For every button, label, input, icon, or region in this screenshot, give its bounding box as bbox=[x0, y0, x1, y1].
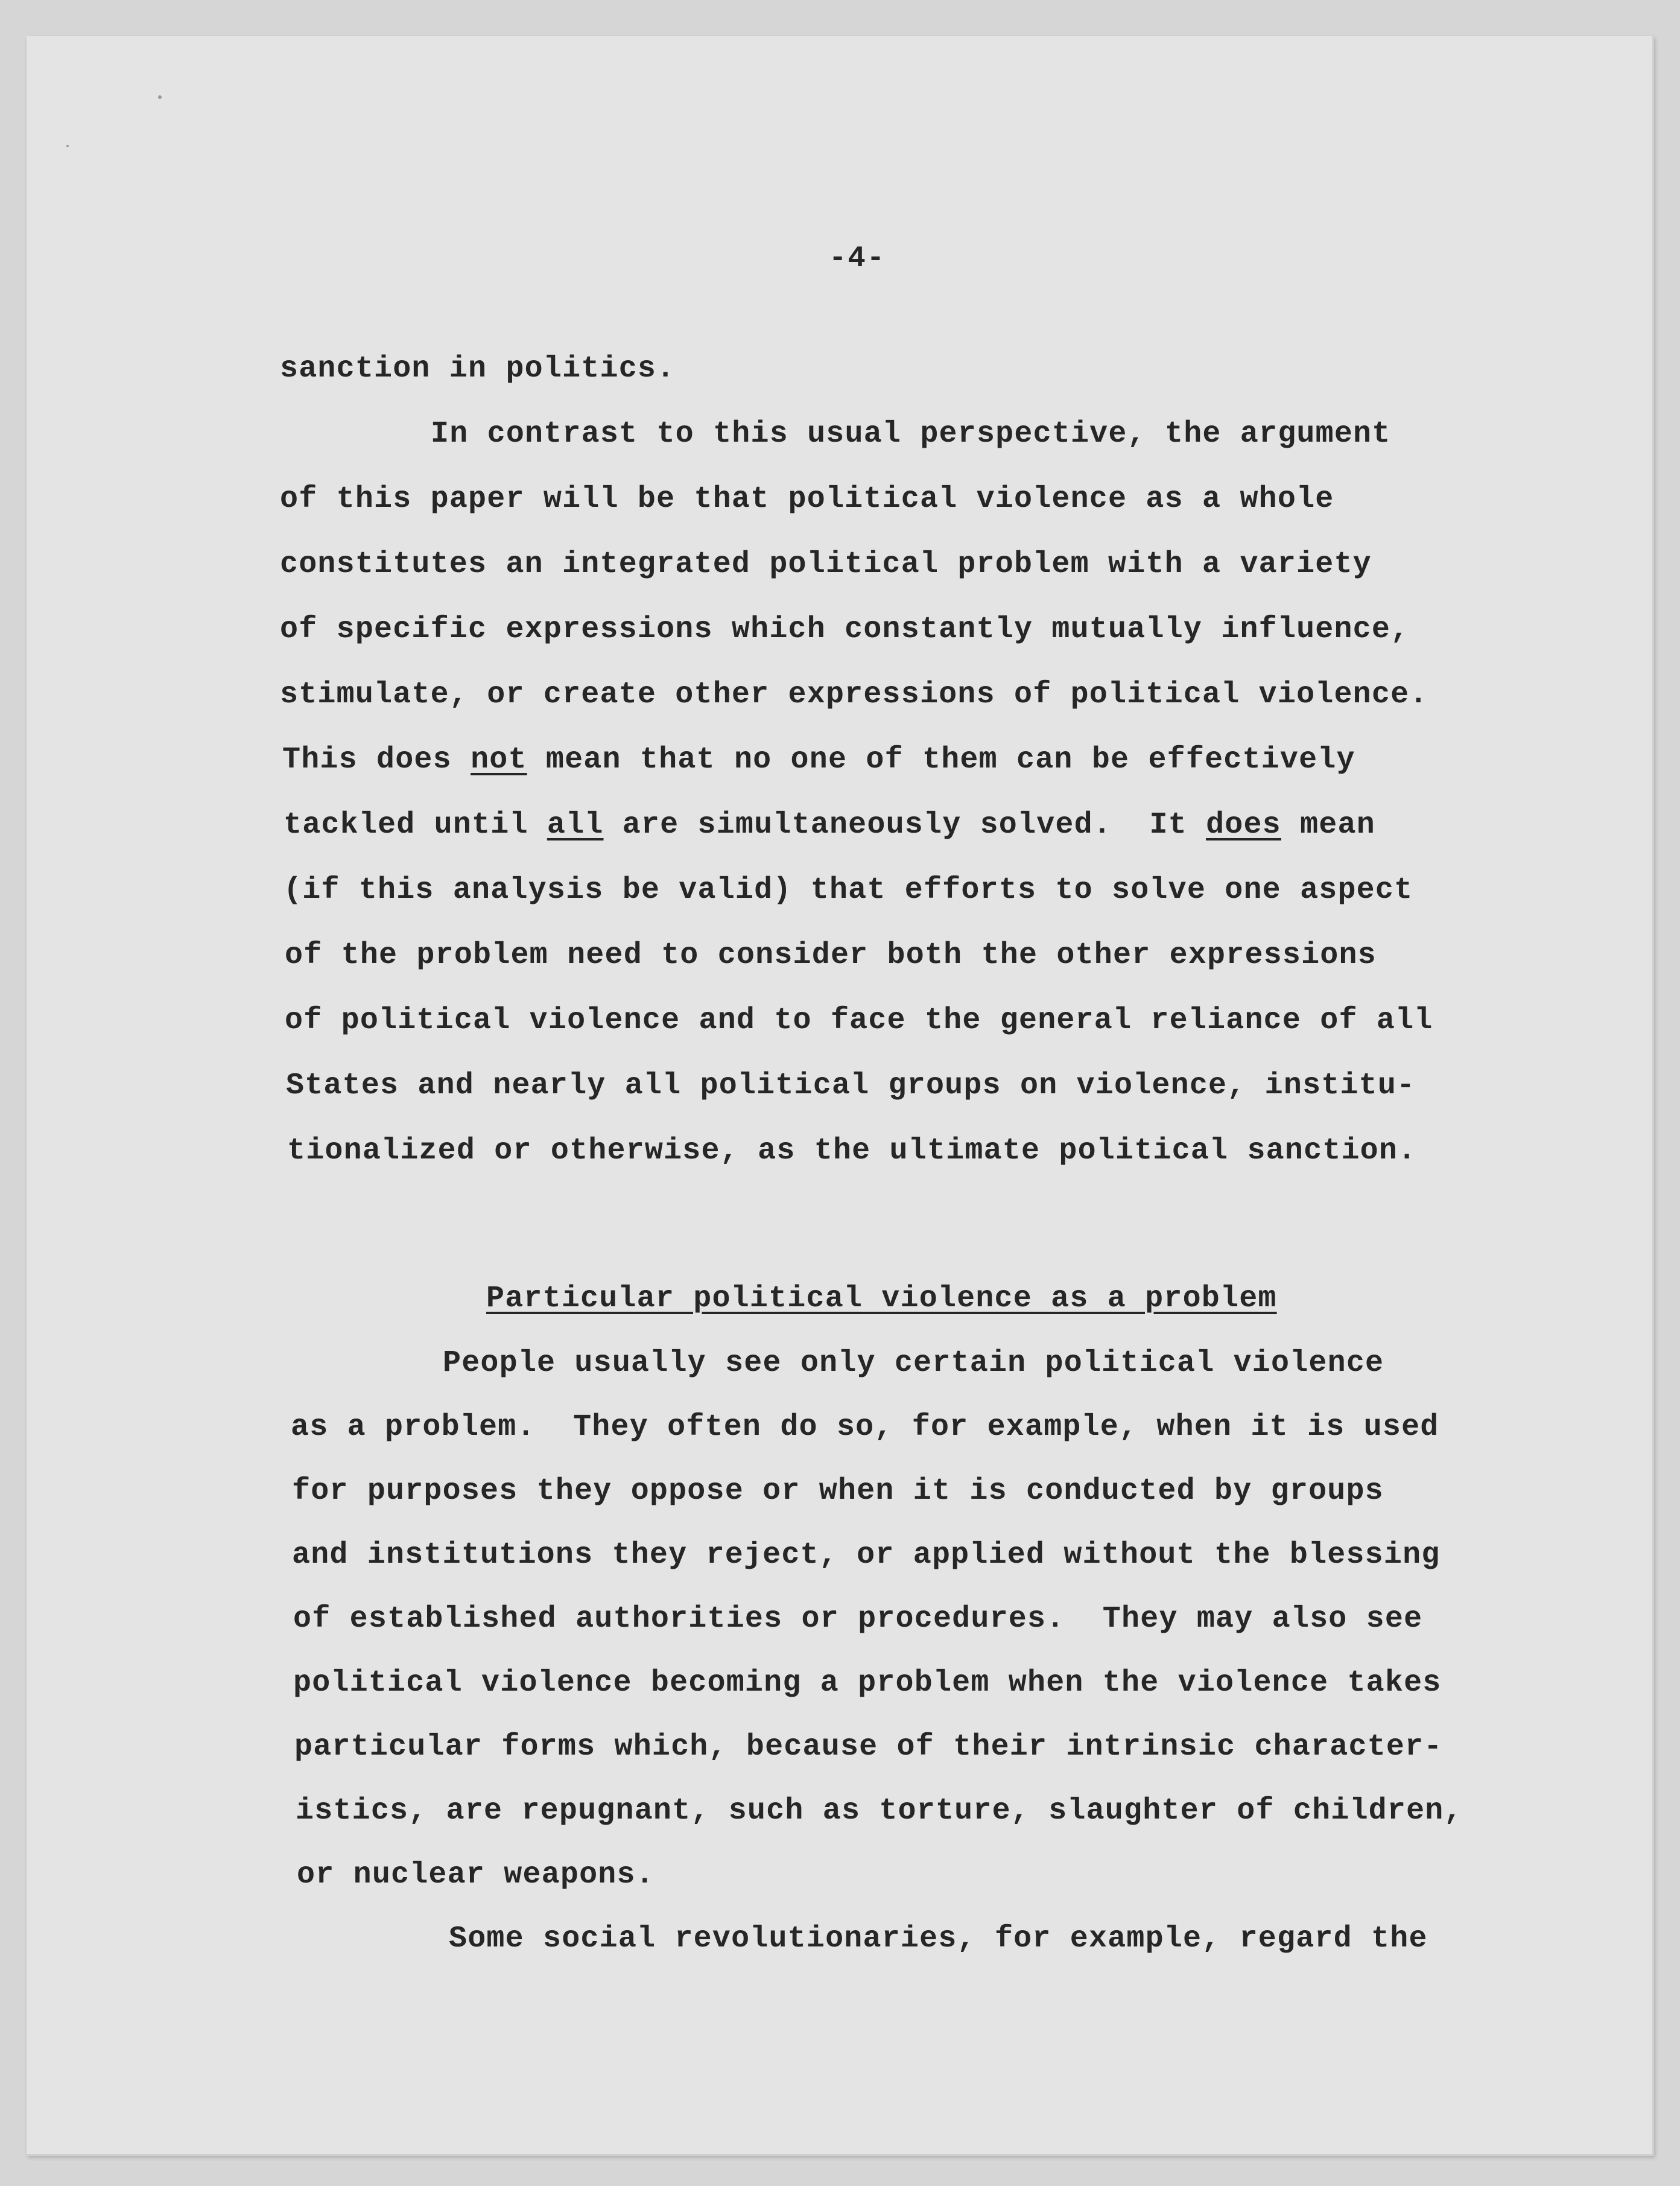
body-line: of specific expressions which constantly mutually influence, bbox=[280, 612, 1410, 647]
section-line: People usually see only certain political violence bbox=[443, 1346, 1384, 1381]
paper-speck bbox=[66, 145, 69, 147]
paper-speck bbox=[158, 95, 162, 99]
body-line: States and nearly all political groups on violence, institu- bbox=[286, 1069, 1416, 1103]
section-line: for purposes they oppose or when it is conducted by groups bbox=[292, 1474, 1384, 1508]
body-line: of the problem need to consider both the other expressions bbox=[285, 938, 1377, 973]
body-line: constitutes an integrated political problem with a variety bbox=[280, 547, 1372, 582]
body-text: mean bbox=[1281, 808, 1375, 842]
emphasis-not: not bbox=[471, 743, 527, 777]
body-line: (if this analysis be valid) that efforts to solve one aspect bbox=[284, 873, 1413, 907]
body-line: of political violence and to face the general reliance of all bbox=[285, 1003, 1433, 1038]
body-line: In contrast to this usual perspective, the argument bbox=[431, 417, 1391, 451]
section-line: Some social revolutionaries, for example, regard the bbox=[449, 1922, 1428, 1956]
emphasis-does: does bbox=[1206, 808, 1281, 842]
body-line: of this paper will be that political violence as a whole bbox=[280, 482, 1334, 516]
body-line: stimulate, or create other expressions of political violence. bbox=[280, 678, 1428, 712]
section-line: and institutions they reject, or applied without the blessing bbox=[292, 1538, 1441, 1572]
body-line bbox=[282, 742, 1355, 778]
section-line: or nuclear weapons. bbox=[297, 1858, 655, 1892]
section-line: particular forms which, because of their intrinsic character- bbox=[294, 1730, 1443, 1764]
body-line: sanction in politics. bbox=[280, 352, 676, 386]
body-line bbox=[284, 807, 1375, 844]
body-line: tionalized or otherwise, as the ultimate political sanction. bbox=[287, 1134, 1417, 1168]
body-text: mean that no one of them can be effectively bbox=[527, 743, 1355, 777]
emphasis-all: all bbox=[547, 808, 604, 842]
section-line: of established authorities or procedures. They may also see bbox=[293, 1602, 1423, 1636]
section-line: istics, are repugnant, such as torture, slaughter of children, bbox=[296, 1794, 1463, 1828]
document-page bbox=[27, 36, 1654, 2156]
section-heading: Particular political violence as a problem bbox=[486, 1282, 1277, 1316]
page-number: -4- bbox=[829, 241, 886, 275]
body-text: are simultaneously solved. It bbox=[603, 808, 1206, 842]
section-line: political violence becoming a problem when the violence takes bbox=[293, 1666, 1442, 1700]
body-text: This does bbox=[282, 743, 471, 777]
body-text: tackled until bbox=[284, 808, 547, 842]
section-line: as a problem. They often do so, for example, when it is used bbox=[291, 1410, 1439, 1444]
